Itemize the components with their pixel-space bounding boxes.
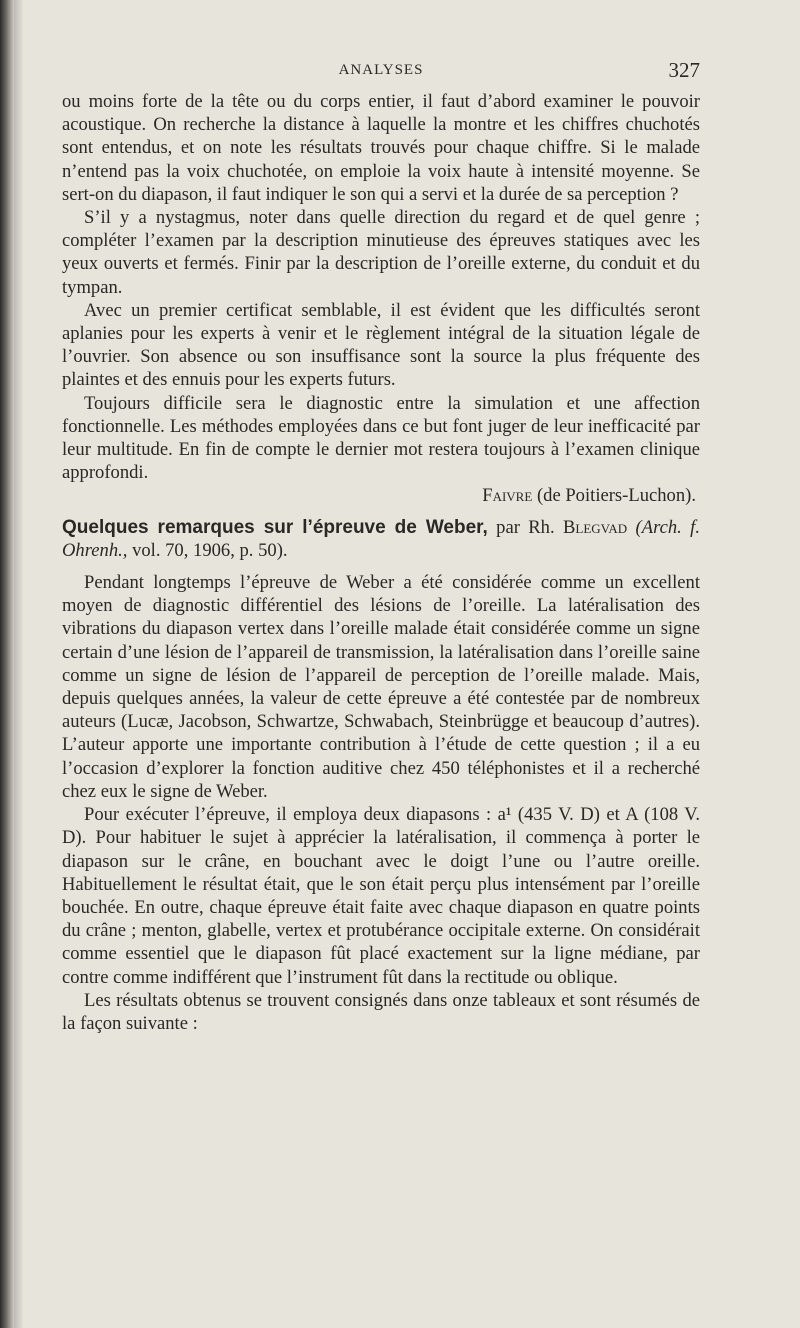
signature-name: Faivre	[482, 485, 533, 507]
signature-place: (de Poitiers-Luchon).	[536, 485, 696, 507]
page-number: 327	[668, 58, 700, 82]
book-binding-shadow	[0, 0, 14, 1328]
section-2	[62, 571, 700, 1035]
book-page	[62, 58, 700, 1035]
paragraph-diagnostic: Toujours difficile sera le diagnostic entre la simulation et une affection fonctionnelle. Les méthodes employées dans ce but font juger de leur inefficacité par leur multitude. En fin de compte le dernier mot restera toujours à l’examen clinique approfondi.	[62, 392, 700, 484]
paragraph-weber-intro: Pendant longtemps l’épreuve de Weber a été considérée comme un excellent moyen de diagnostic différentiel des lésions de l’oreille. La latéralisation des vibrations du diapason vertex dans l’oreille malade était considérée comme un signe certain d’une lésion de l’appareil de transmission, la latéralisation dans l’oreille saine comme un signe de lésion de l’appareil de perception de l’oreille malade. Mais, depuis quelques années, la valeur de cette épreuve a été contestée par de nombreux auteurs (Lucæ, Jacobson, Schwartze, Schwabach, Steinbrügge et beaucoup d’autres). L’auteur apporte une importante contribution à l’étude de cette question ; il a eu l’occasion d’explorer la fonction auditive chez 450 téléphonistes et il a recherché chez eux le signe de Weber.	[62, 572, 700, 802]
paragraph-certificat: Avec un premier certificat semblable, il est évident que les difficultés seront aplanies pour les experts à venir et le règlement intégral de la situation légale de l’ouvrier. Son absence ou son insuffisance sont la source la plus fréquente des plaintes et des ennuis pour les experts futurs.	[62, 299, 700, 391]
author-signature	[62, 484, 700, 507]
running-head	[62, 58, 700, 90]
paragraph-method: Pour exécuter l’épreuve, il employa deux diapasons : a¹ (435 V. D) et A (108 V. D). Pour habituer le sujet à apprécier la latéralisation, il commença à porter le diapason sur le crâne, en bouchant avec le doigt l’une ou l’autre oreille. Habituellement le résultat était, que le son était perçu plus intensément par l’oreille bouchée. En outre, chaque épreuve était faite avec chaque diapason en quatre points du crâne ; menton, glabelle, vertex et protubérance occipitale externe. On considérait comme essentiel que le diapason fût placé exactement sur la ligne médiane, par contre comme indifférent que l’instrument fût dans la rectitude ou oblique.	[62, 804, 700, 988]
running-head-title: ANALYSES	[338, 62, 424, 78]
article-heading	[62, 516, 700, 562]
article-author-initials: Rh.	[528, 516, 555, 538]
article-journal: (Arch. f. Ohrenh.,	[62, 516, 700, 561]
article-citation: vol. 70, 1906, p. 50).	[132, 539, 288, 561]
article-author: Blegvad	[562, 516, 628, 538]
article-title: Quelques remarques sur l’épreuve de Weber,	[62, 516, 488, 538]
paragraph-nystagmus: S’il y a nystagmus, noter dans quelle direction du regard et de quel genre ; compléter l’examen par la description minutieuse des épreuves statiques avec les yeux ouverts et fermés. Finir par la description de l’oreille externe, du conduit et du tympan.	[62, 207, 700, 298]
page-gutter-shadow	[14, 0, 24, 1328]
paragraph-results: Les résultats obtenus se trouvent consignés dans onze tableaux et sont résumés de la façon suivante :	[62, 989, 700, 1034]
paragraph-continued: ou moins forte de la tête ou du corps entier, il faut d’abord examiner le pouvoir acoustique. On recherche la distance à laquelle la montre et les chiffres chuchotés sont entendus, et on note les résultats trouvés pour chaque chiffre. Si le malade n’entend pas la voix chuchotée, on emploie la voix haute à intensité moyenne. Se sert-on du diapason, il faut indiquer le son qui a servi et la durée de sa perception ?	[62, 91, 700, 205]
article-by: par	[496, 516, 520, 538]
section-1	[62, 90, 700, 508]
